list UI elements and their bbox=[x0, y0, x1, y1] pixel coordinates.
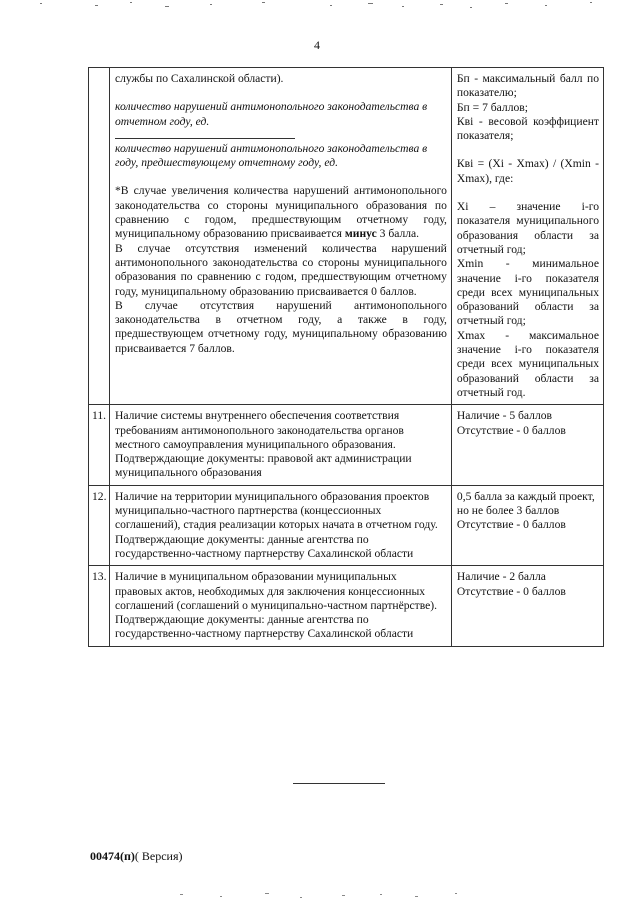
description-cell bbox=[109, 68, 451, 405]
footer-divider bbox=[293, 783, 385, 784]
row-number-cell bbox=[89, 68, 110, 405]
score-bp-desc: Бп - максимальный балл по показателю; bbox=[456, 72, 599, 100]
score-cell bbox=[451, 405, 603, 485]
score-present: Наличие - 2 балла bbox=[456, 570, 546, 584]
score-cell bbox=[451, 68, 603, 405]
score-cell bbox=[451, 566, 603, 646]
note-increase: *В случае увеличения количества нарушений антимонопольного законодательства со стороны муниципального образования по сравнению с годом, предшествующим отчетному году, муниципальному образованию присваивается минус 3 балла. bbox=[114, 184, 447, 241]
score-kvi-formula: Кві = (Xi - Xmax) / (Xmin - Xmax), где: bbox=[456, 157, 599, 185]
table-row bbox=[89, 68, 604, 405]
row-description: Наличие на территории муниципального образования проектов муниципально-частного партнерства (концессионных соглашений), стадия реализации которых начата в отчетном году. bbox=[114, 489, 438, 532]
score-cell bbox=[451, 485, 603, 565]
page-number: 4 bbox=[314, 38, 320, 52]
fraction-line bbox=[115, 138, 295, 139]
scan-noise-top bbox=[0, 0, 634, 20]
description-cell bbox=[109, 566, 451, 646]
formula-denominator: количество нарушений антимонопольного законодательства в году, предшествующему отчетному году, ед. bbox=[114, 141, 428, 170]
scan-noise-bottom bbox=[0, 888, 634, 904]
score-kvi-desc: Кві - весовой коэффициент показателя; bbox=[456, 114, 599, 143]
table-row bbox=[89, 405, 604, 485]
description-cell bbox=[109, 405, 451, 485]
score-present: Наличие - 5 баллов bbox=[456, 409, 553, 423]
row-number-cell: 11. bbox=[89, 405, 110, 485]
row-description: Наличие системы внутреннего обеспечения соответствия требованиям антимонопольного законодательства органов местного самоуправления муниципального образования. bbox=[114, 409, 404, 451]
note-no-change: В случае отсутствия изменений количества нарушений антимонопольного законодательства со стороны муниципального образования по сравнению с годом, предшествующим отчетному году, муниципальному образованию присваивается 0 баллов. bbox=[114, 241, 447, 298]
row-description: Наличие в муниципальном образовании муниципальных правовых актов, необходимых для заключения концессионных соглашений (соглашений о муниципально-частном партнёрстве). bbox=[114, 570, 438, 612]
score-xi: Xi – значение i-го показателя муниципального образования области за отчетный год; bbox=[456, 200, 599, 256]
description-cell bbox=[109, 485, 451, 565]
score-xmin: Xmin - минимальное значение i-го показателя среди всех муниципальных образований области за отчетный год; bbox=[456, 257, 599, 328]
criteria-table bbox=[88, 67, 604, 647]
row-documents: Подтверждающие документы: данные агентства по государственно-частному партнерству Сахалинской области bbox=[114, 613, 414, 641]
table-row bbox=[89, 485, 604, 565]
row-documents: Подтверждающие документы: данные агентства по государственно-частному партнерству Сахалинской области bbox=[114, 532, 414, 560]
score-absent: Отсутствие - 0 баллов bbox=[456, 518, 566, 532]
row-number-cell: 12. bbox=[89, 485, 110, 565]
score-per-project: 0,5 балла за каждый проект, но не более 3 баллов bbox=[456, 489, 595, 518]
score-bp-value: Бп = 7 баллов; bbox=[456, 100, 528, 114]
document-code: 00474(п)( Версия) bbox=[90, 849, 183, 863]
row-number-cell: 13. bbox=[89, 566, 110, 646]
note-no-violations: В случае отсутствия нарушений антимонопольного законодательства в отчетном году, а также в году, предшествующем отчетному году, муниципальному образованию присваивается 7 баллов. bbox=[114, 298, 447, 355]
row-documents: Подтверждающие документы: правовой акт администрации муниципального образования bbox=[114, 452, 412, 480]
score-absent: Отсутствие - 0 баллов bbox=[456, 423, 566, 437]
desc-continuation: службы по Сахалинской области). bbox=[114, 72, 284, 85]
formula-numerator: количество нарушений антимонопольного законодательства в отчетном году, ед. bbox=[114, 100, 428, 128]
table-row bbox=[89, 566, 604, 646]
score-xmax: Xmax - максимальное значение i-го показателя среди всех муниципальных образований области за отчетный год. bbox=[456, 328, 599, 399]
score-absent: Отсутствие - 0 баллов bbox=[456, 584, 566, 598]
